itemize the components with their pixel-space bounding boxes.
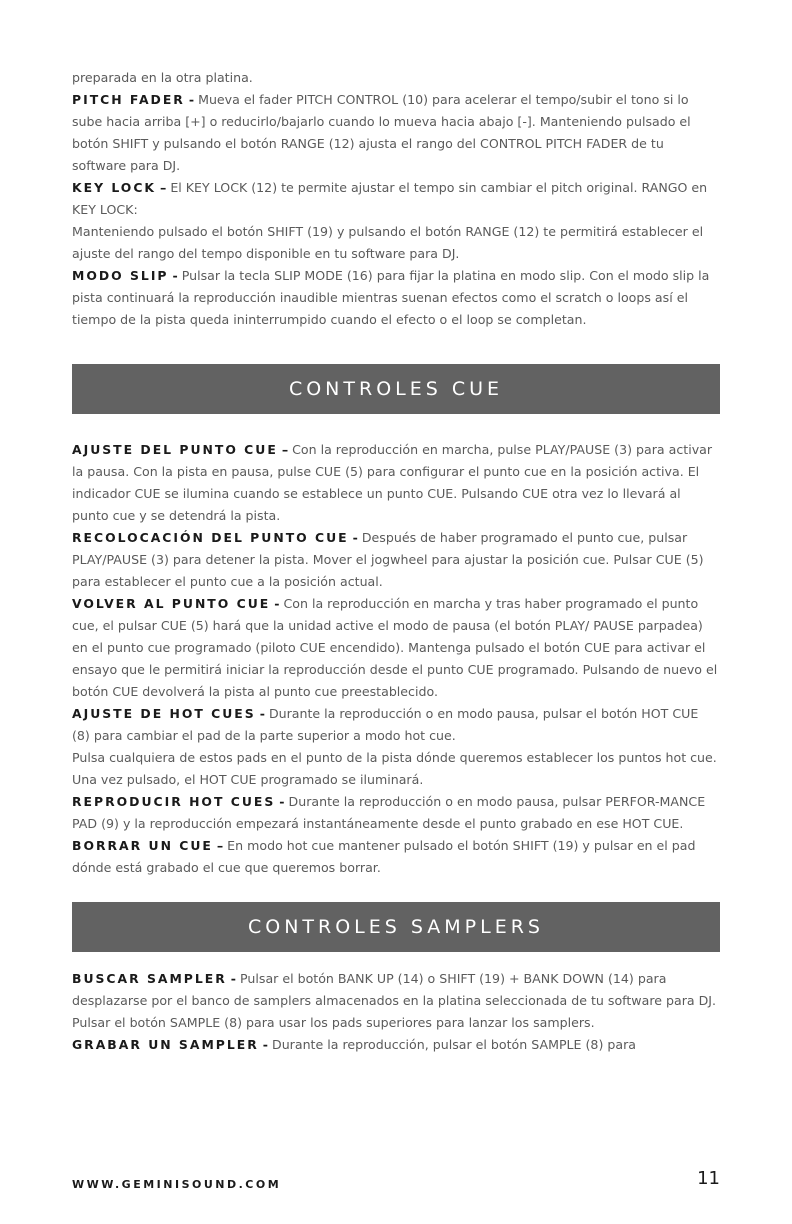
entry-text: Mueva el fader PITCH CONTROL (10) para acelerar el tempo/subir el tono si lo sube hacia arriba [+] o reducirlo/bajarlo cuando lo mueva hacia abajo [-]. Manteniendo pulsado el botón SHIFT y pulsando el botón RANGE (12) ajusta el rango del CONTROL PITCH FADER de tu software para DJ.	[72, 92, 691, 173]
entry-term: PITCH FADER	[72, 92, 185, 107]
entry-text: En modo hot cue mantener pulsado el botón SHIFT (19) y pulsar en el pad dónde está grabado el cue que queremos borrar.	[72, 838, 696, 875]
entry-grabar-sampler: GRABAR UN SAMPLER - Durante la reproducción, pulsar el botón SAMPLE (8) para	[72, 1037, 636, 1052]
entry-ajuste-hot-cues: AJUSTE DE HOT CUES - Durante la reproducción o en modo pausa, pulsar el botón HOT CUE (8) para cambiar el pad de la parte superior a modo hot cue. Pulsa cualquiera de estos pads en el punto de la pista dónde queremos establecer los puntos hot cue. Una vez pulsado, el HOT CUE programado se iluminará.	[72, 706, 717, 787]
entry-text: Después de haber programado el punto cue, pulsar PLAY/PAUSE (3) para detener la pista. Mover el jogwheel para ajustar la posición cue. Pulsar CUE (5) para establecer el punto cue a la posición actual.	[72, 530, 704, 589]
entry-term: GRABAR UN SAMPLER	[72, 1037, 259, 1052]
entry-buscar-sampler: BUSCAR SAMPLER - Pulsar el botón BANK UP (14) o SHIFT (19) + BANK DOWN (14) para desplazarse por el banco de samplers almacenados en la platina seleccionada de tu software para DJ. Pulsar el botón SAMPLE (8) para usar los pads superiores para lanzar los samplers.	[72, 971, 717, 1030]
entry-borrar-cue: BORRAR UN CUE – En modo hot cue mantener pulsado el botón SHIFT (19) y pulsar en el pad dónde está grabado el cue que queremos borrar.	[72, 838, 696, 875]
entry-term: RECOLOCACIÓN DEL PUNTO CUE	[72, 530, 349, 545]
entry-term: KEY LOCK	[72, 180, 157, 195]
entry-term: AJUSTE DE HOT CUES	[72, 706, 256, 721]
entry-text: Pulsar la tecla SLIP MODE (16) para fijar la platina en modo slip. Con el modo slip la pista continuará la reproducción inaudible mientras suenan efectos como el scratch o loops así el tiempo de la pista queda ininterrumpido cuando el efecto o el loop se completan.	[72, 268, 710, 327]
entry-volver-punto-cue: VOLVER AL PUNTO CUE - Con la reproducción en marcha y tras haber programado el punto cue, el pulsar CUE (5) hará que la unidad active el modo de pausa (el botón PLAY/ PAUSE parpadea) en el punto cue programado (piloto CUE encendido). Mantenga pulsado el botón CUE para activar el ensayo que le permitirá iniciar la reproducción desde el punto CUE programado. Pulsando de nuevo el botón CUE devolverá la pista al punto cue preestablecido.	[72, 596, 718, 699]
entry-text: Con la reproducción en marcha, pulse PLAY/PAUSE (3) para activar la pausa. Con la pista en pausa, pulse CUE (5) para configurar el punto cue en la posición activa. El indicador CUE se ilumina cuando se establece un punto CUE. Pulsando CUE otra vez lo llevará al punto cue y se detendrá la pista.	[72, 442, 713, 523]
entry-text: Con la reproducción en marcha y tras haber programado el punto cue, el pulsar CUE (5) hará que la unidad active el modo de pausa (el botón PLAY/ PAUSE parpadea) en el punto cue programado (piloto CUE encendido). Mantenga pulsado el botón CUE para activar el ensayo que le permitirá iniciar la reproducción desde el punto CUE programado. Pulsando de nuevo el botón CUE devolverá la pista al punto cue preestablecido.	[72, 596, 718, 699]
section-banner-samplers: CONTROLES SAMPLERS	[72, 902, 720, 952]
entry-ajuste-punto-cue: AJUSTE DEL PUNTO CUE – Con la reproducción en marcha, pulse PLAY/PAUSE (3) para activar la pausa. Con la pista en pausa, pulse CUE (5) para configurar el punto cue en la posición activa. El indicador CUE se ilumina cuando se establece un punto CUE. Pulsando CUE otra vez lo llevará al punto cue y se detendrá la pista.	[72, 442, 713, 523]
entry-modo-slip: MODO SLIP - Pulsar la tecla SLIP MODE (16) para fijar la platina en modo slip. Con el modo slip la pista continuará la reproducción inaudible mientras suenan efectos como el scratch o loops así el tiempo de la pista queda ininterrumpido cuando el efecto o el loop se completan.	[72, 268, 710, 327]
page-number: 11	[697, 1168, 720, 1189]
section-banner-cue: CONTROLES CUE	[72, 364, 720, 414]
entry-text: Durante la reproducción o en modo pausa, pulsar el botón HOT CUE (8) para cambiar el pad de la parte superior a modo hot cue. Pulsa cualquiera de estos pads en el punto de la pista dónde queremos establecer los puntos hot cue. Una vez pulsado, el HOT CUE programado se iluminará.	[72, 706, 717, 787]
entry-term: MODO SLIP	[72, 268, 169, 283]
entry-key-lock: KEY LOCK – El KEY LOCK (12) te permite ajustar el tempo sin cambiar el pitch original. RANGO en KEY LOCK: Manteniendo pulsado el botón SHIFT (19) y pulsando el botón RANGE (12) te permitirá establecer el ajuste del rango del tempo disponible en tu software para DJ.	[72, 180, 708, 261]
entry-term: REPRODUCIR HOT CUES	[72, 794, 276, 809]
intro-text: preparada en la otra platina.	[72, 70, 253, 85]
page-content	[72, 67, 720, 1056]
entry-term: BORRAR UN CUE	[72, 838, 213, 853]
entry-term: BUSCAR SAMPLER	[72, 971, 227, 986]
entry-pitch-fader: PITCH FADER - Mueva el fader PITCH CONTROL (10) para acelerar el tempo/subir el tono si lo sube hacia arriba [+] o reducirlo/bajarlo cuando lo mueva hacia abajo [-]. Manteniendo pulsado el botón SHIFT y pulsando el botón RANGE (12) ajusta el rango del CONTROL PITCH FADER de tu software para DJ.	[72, 92, 691, 173]
entry-reproducir-hot-cues: REPRODUCIR HOT CUES - Durante la reproducción o en modo pausa, pulsar PERFOR-MANCE PAD (9) y la reproducción empezará instantáneamente desde el punto grabado en ese HOT CUE.	[72, 794, 706, 831]
entry-recolocacion-punto-cue: RECOLOCACIÓN DEL PUNTO CUE - Después de haber programado el punto cue, pulsar PLAY/PAUSE (3) para detener la pista. Mover el jogwheel para ajustar la posición cue. Pulsar CUE (5) para establecer el punto cue a la posición actual.	[72, 530, 704, 589]
entry-text: Durante la reproducción, pulsar el botón SAMPLE (8) para	[272, 1037, 636, 1052]
footer-website: WWW.GEMINISOUND.COM	[72, 1178, 282, 1191]
entry-text: Pulsar el botón BANK UP (14) o SHIFT (19) + BANK DOWN (14) para desplazarse por el banco de samplers almacenados en la platina seleccionada de tu software para DJ. Pulsar el botón SAMPLE (8) para usar los pads superiores para lanzar los samplers.	[72, 971, 717, 1030]
entry-text: Durante la reproducción o en modo pausa, pulsar PERFOR-MANCE PAD (9) y la reproducción empezará instantáneamente desde el punto grabado en ese HOT CUE.	[72, 794, 706, 831]
entry-term: AJUSTE DEL PUNTO CUE	[72, 442, 278, 457]
entry-term: VOLVER AL PUNTO CUE	[72, 596, 271, 611]
entry-text: El KEY LOCK (12) te permite ajustar el tempo sin cambiar el pitch original. RANGO en KEY LOCK: Manteniendo pulsado el botón SHIFT (19) y pulsando el botón RANGE (12) te permitirá establecer el ajuste del rango del tempo disponible en tu software para DJ.	[72, 180, 708, 261]
